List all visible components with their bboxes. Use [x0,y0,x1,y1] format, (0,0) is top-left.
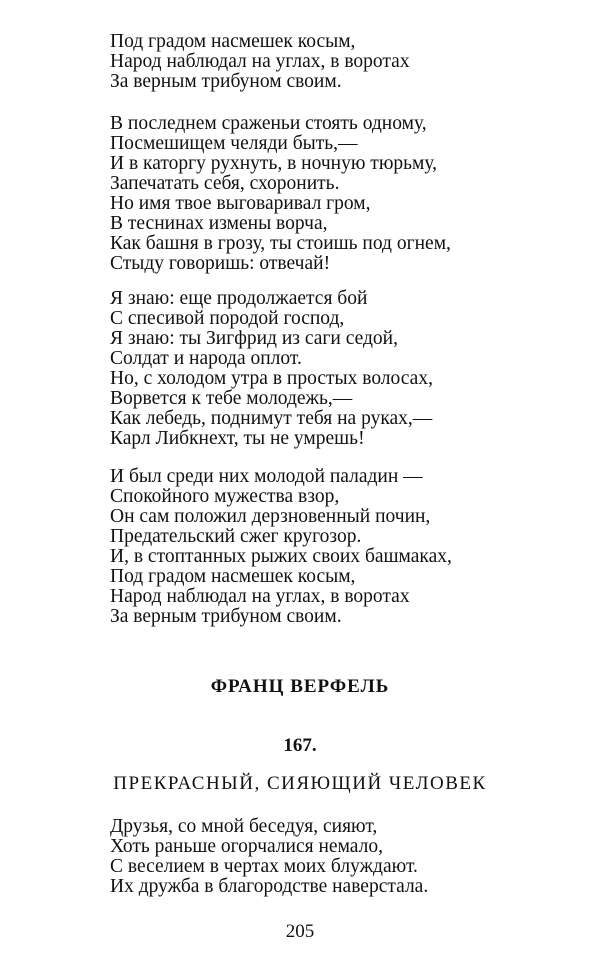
poem-line: За верным трибуном своим. [110,71,342,92]
poem-line: За верным трибуном своим. [110,606,342,627]
poem-line: Но, с холодом утра в простых волосах, [110,368,433,389]
poem-line: С веселием в чертах моих блуждают. [110,856,418,877]
poem-line: Народ наблюдал на углах, в воротах [110,586,410,607]
poem-line: Как башня в грозу, ты стоишь под огнем, [110,233,451,254]
author-heading: ФРАНЦ ВЕРФЕЛЬ [210,676,390,697]
poem-line: В теснинах измены ворча, [110,213,328,234]
poem-line: Народ наблюдал на углах, в воротах [110,51,410,72]
stanza [110,32,410,92]
poem-line: Запечатать себя, схоронить. [110,173,340,194]
poem-line: Под градом насмешек косым, [110,31,356,52]
poem-line: Их дружба в благородстве наверстала. [110,876,429,897]
poem-line: Друзья, со мной беседуя, сияют, [110,816,378,837]
poem-line: Карл Либкнехт, ты не умрешь! [110,428,365,449]
stanza [110,817,428,897]
poem-line: Спокойного мужества взор, [110,486,340,507]
poem-line: Он сам положил дерзновенный почин, [110,506,431,527]
poem-line: Под градом насмешек косым, [110,566,356,587]
poem-line: В последнем сраженьи стоять одному, [110,113,427,134]
stanza [110,114,451,274]
poem-title: ПРЕКРАСНЫЙ, СИЯЮЩИЙ ЧЕЛОВЕК [113,773,487,794]
poem-line: И, в стоптанных рыжих своих башмаках, [110,546,452,567]
poem-line: Предательский сжег кругозор. [110,526,362,547]
poem-line: С спесивой породой господ, [110,308,345,329]
poem-line: Стыду говоришь: отвечай! [110,253,331,274]
poem-line: И был среди них молодой паладин — [110,466,423,487]
poem-line: Я знаю: еще продолжается бой [110,288,368,309]
poem-line: Как лебедь, поднимут тебя на руках,— [110,408,433,429]
page-number: 205 [285,921,315,942]
stanza [110,289,433,449]
poem-number: 167. [283,735,317,756]
poem-line: Посмешищем челяди быть,— [110,133,358,154]
poem-line: Ворвется к тебе молодежь,— [110,388,353,409]
poem-line: И в каторгу рухнуть, в ночную тюрьму, [110,153,438,174]
poem-line: Хоть раньше огорчалися немало, [110,836,383,857]
poem-line: Я знаю: ты Зигфрид из саги седой, [110,328,398,349]
poem-line: Но имя твое выговаривал гром, [110,193,371,214]
poem-line: Солдат и народа оплот. [110,348,302,369]
stanza [110,467,452,627]
